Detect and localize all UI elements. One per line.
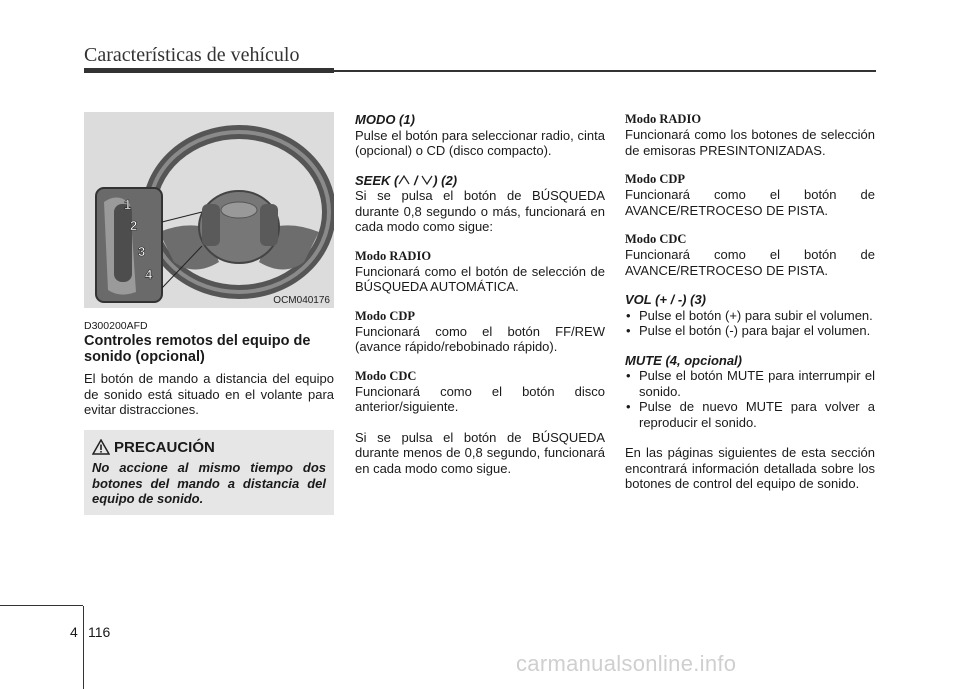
chapter-number: 4 [70, 624, 78, 640]
right-cdp-text: Funcionará como el botón de AVANCE/RETROCESO DE PISTA. [625, 187, 875, 218]
seek-title [355, 173, 605, 189]
steering-wheel-figure [84, 112, 334, 308]
footer-divider [83, 606, 84, 689]
caution-title: PRECAUCIÓN [114, 439, 215, 456]
intro-paragraph: El botón de mando a distancia del equipo de sonido está situado en el volante para evitar distracciones. [84, 371, 334, 417]
steering-wheel-illustration [84, 112, 334, 308]
footer-rule [0, 605, 83, 606]
right-column [625, 112, 875, 492]
callout-3: 3 [138, 244, 146, 259]
seek-up-chevron-icon [398, 174, 410, 186]
page-header-title: Características de vehículo [84, 44, 300, 66]
vol-title: VOL (+ / -) (3) [625, 292, 707, 307]
vol-item-down: • Pulse el botón (-) para bajar el volumen. [625, 323, 875, 339]
header-rule-thin [334, 70, 876, 72]
caution-text: No accione al mismo tiempo dos botones del mando a distancia del equipo de sonido. [92, 460, 326, 506]
vol-item-up: • Pulse el botón (+) para subir el volumen. [625, 308, 875, 324]
mid-radio-heading: Modo RADIO [355, 248, 432, 263]
callout-1: 1 [124, 197, 132, 212]
header-rule-thick [84, 68, 334, 73]
seek-title-start: SEEK ( [355, 172, 399, 188]
seek-down-chevron-icon [421, 174, 433, 186]
middle-column [355, 112, 605, 476]
right-radio-text: Funcionará como los botones de selección de emisoras PRESINTONIZADAS. [625, 127, 875, 158]
caution-box [84, 430, 334, 515]
modo-text: Pulse el botón para seleccionar radio, cinta (opcional) o CD (disco compacto). [355, 127, 605, 158]
right-cdp-heading: Modo CDP [625, 172, 686, 186]
watermark: carmanualsonline.info [516, 651, 737, 676]
warning-triangle-icon [92, 439, 110, 455]
right-cdc-heading: Modo CDC [625, 232, 687, 246]
mid-radio-text: Funcionará como el botón de selección de BÚSQUEDA AUTOMÁTICA. [355, 263, 605, 294]
mute-list [625, 368, 875, 430]
mid-cdc-heading: Modo CDC [355, 368, 417, 383]
section-code: D300200AFD [84, 320, 148, 332]
closing-text: En las páginas siguientes de esta sección encontrará información detallada sobre los botones de control del equipo de sonido. [625, 445, 875, 491]
mute-title: MUTE (4, opcional) [625, 352, 742, 368]
figure-caption: OCM040176 [273, 295, 330, 306]
mute-item-resume: • Pulse de nuevo MUTE para volver a reproducir el sonido. [625, 399, 875, 430]
mid-cdc-text: Funcionará como el botón disco anterior/siguiente. [355, 383, 605, 414]
right-cdc-text: Funcionará como el botón de AVANCE/RETROCESO DE PISTA. [625, 247, 875, 278]
short-press-text: Si se pulsa el botón de BÚSQUEDA durante menos de 0,8 segundo, funcionará en cada modo como sigue. [355, 429, 605, 476]
seek-title-end: ) (2) [433, 172, 458, 188]
seek-text: Si se pulsa el botón de BÚSQUEDA durante 0,8 segundo o más, funcionará en cada modo como sigue: [355, 188, 605, 234]
mute-item-stop: • Pulse el botón MUTE para interrumpir el sonido. [625, 368, 875, 399]
modo-title: MODO (1) [355, 112, 415, 127]
callout-2: 2 [130, 218, 138, 233]
vol-list [625, 308, 875, 339]
mid-cdp-text: Funcionará como el botón FF/REW (avance rápido/rebobinado rápido). [355, 323, 605, 354]
page-number: 116 [88, 624, 111, 640]
callout-4: 4 [145, 267, 153, 282]
mid-cdp-heading: Modo CDP [355, 308, 416, 323]
right-radio-heading: Modo RADIO [625, 112, 702, 126]
section-heading: Controles remotos del equipo de sonido (opcional) [84, 333, 311, 365]
seek-title-slash: / [413, 172, 418, 188]
